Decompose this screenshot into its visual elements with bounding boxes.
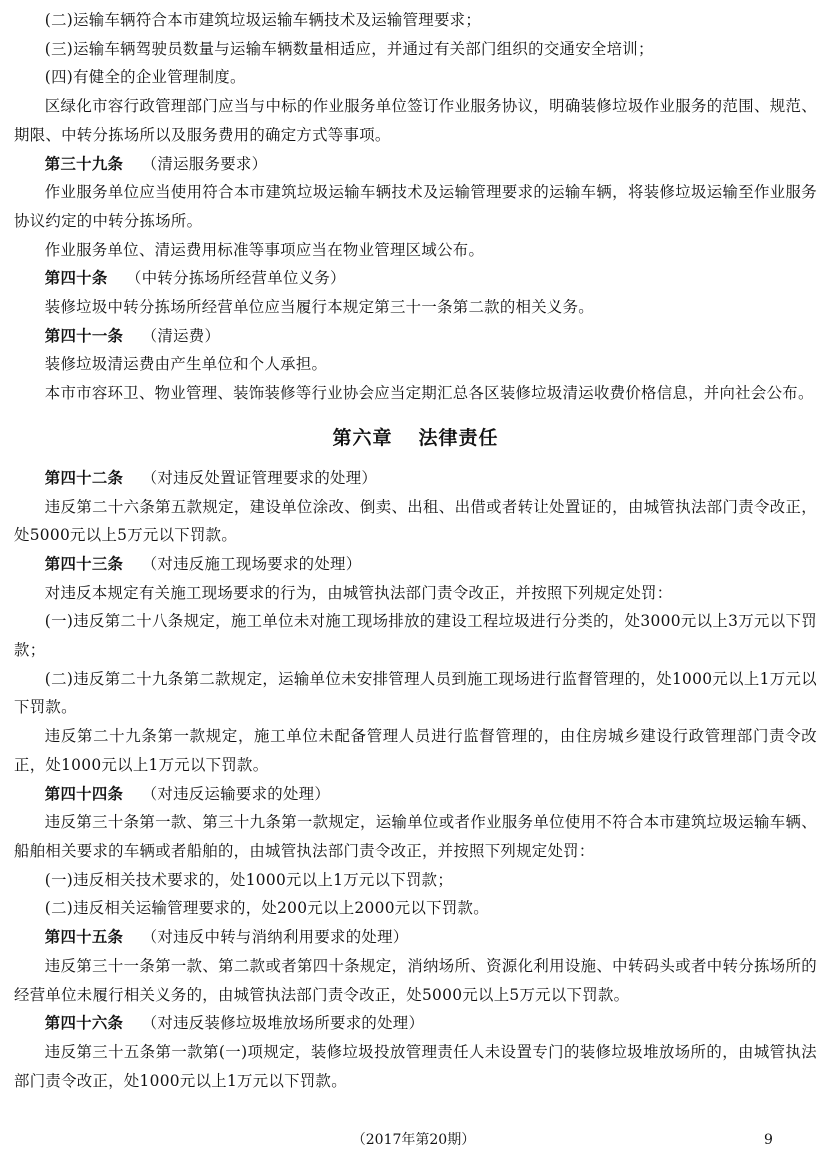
- article-number: 第四十二条: [44, 468, 124, 487]
- article-heading: [14, 322, 817, 351]
- page-footer: [0, 1128, 827, 1152]
- issue-label: （2017年第20期）: [351, 1132, 476, 1148]
- article-number: 第四十三条: [44, 554, 124, 573]
- article-title: （对违反运输要求的处理）: [141, 784, 331, 803]
- paragraph: 对违反本规定有关施工现场要求的行为，由城管执法部门责令改正，并按照下列规定处罚：: [44, 583, 673, 602]
- article-heading: [14, 780, 817, 809]
- article-heading: [14, 264, 817, 293]
- paragraph: (二)运输车辆符合本市建筑垃圾运输车辆技术及运输管理要求；: [44, 11, 482, 29]
- paragraph: (四)有健全的企业管理制度。: [44, 68, 246, 87]
- paragraph: 装修垃圾中转分拣场所经营单位应当履行本规定第三十一条第二款的相关义务。: [44, 298, 594, 317]
- page-number: 9: [764, 1132, 773, 1148]
- article-heading: [14, 1009, 817, 1038]
- paragraph: 违反第二十六条第五款规定，建设单位涂改、倒卖、出租、出借或者转让处置证的，由城管执法部门责令改正，处5000元以上5万元以下罚款。: [14, 497, 817, 545]
- article-title: （中转分拣场所经营单位义务）: [126, 269, 346, 288]
- article-number: 第三十九条: [44, 154, 124, 173]
- paragraph: (一)违反第二十八条规定，施工单位未对施工现场排放的建设工程垃圾进行分类的，处3000元以上3万元以下罚款；: [14, 612, 817, 660]
- chapter-title: 法律责任: [418, 426, 499, 449]
- article-title: （对违反处置证管理要求的处理）: [141, 468, 378, 487]
- document-body: [14, 6, 817, 1095]
- paragraph: 区绿化市容行政管理部门应当与中标的作业服务单位签订作业服务协议，明确装修垃圾作业服务的范围、规范、期限、中转分拣场所以及服务费用的确定方式等事项。: [14, 97, 817, 144]
- article-title: （对违反装修垃圾堆放场所要求的处理）: [141, 1014, 425, 1033]
- chapter-number: 第六章: [332, 426, 393, 449]
- article-title: （对违反中转与消纳利用要求的处理）: [141, 928, 409, 947]
- paragraph: 违反第三十五条第一款第(一)项规定，装修垃圾投放管理责任人未设置专门的装修垃圾堆放场所的，由城管执法部门责令改正，处1000元以上1万元以下罚款。: [14, 1042, 817, 1090]
- article-number: 第四十四条: [44, 784, 124, 803]
- article-title: （清运服务要求）: [141, 154, 268, 173]
- article-title: （对违反施工现场要求的处理）: [141, 554, 362, 573]
- paragraph: 作业服务单位应当使用符合本市建筑垃圾运输车辆技术及运输管理要求的运输车辆，将装修垃圾运输至作业服务协议约定的中转分拣场所。: [14, 183, 817, 230]
- article-heading: [14, 464, 817, 493]
- article-number: 第四十条: [44, 269, 108, 288]
- paragraph: 违反第二十九条第一款规定，施工单位未配备管理人员进行监督管理的，由住房城乡建设行政管理部门责令改正，处1000元以上1万元以下罚款。: [14, 727, 817, 774]
- article-heading: [14, 923, 817, 952]
- article-number: 第四十五条: [44, 928, 124, 947]
- article-title: （清运费）: [141, 326, 221, 345]
- article-number: 第四十六条: [44, 1014, 124, 1033]
- paragraph: (二)违反相关运输管理要求的，处200元以上2000元以下罚款。: [44, 899, 489, 918]
- paragraph: 作业服务单位、清运费用标准等事项应当在物业管理区域公布。: [44, 240, 485, 259]
- paragraph: 违反第三十条第一款、第三十九条第一款规定，运输单位或者作业服务单位使用不符合本市建筑垃圾运输车辆、船舶相关要求的车辆或者船舶的，由城管执法部门责令改正，并按照下列规定处罚：: [14, 813, 817, 860]
- article-heading: [14, 150, 817, 179]
- paragraph: (三)运输车辆驾驶员数量与运输车辆数量相适应，并通过有关部门组织的交通安全培训；: [44, 39, 654, 58]
- article-number: 第四十一条: [44, 326, 124, 345]
- paragraph: 装修垃圾清运费由产生单位和个人承担。: [44, 355, 328, 374]
- chapter-heading: [14, 412, 817, 464]
- paragraph: 本市市容环卫、物业管理、装饰装修等行业协会应当定期汇总各区装修垃圾清运收费价格信息，并向社会公布。: [44, 384, 814, 403]
- paragraph: 违反第三十一条第一款、第二款或者第四十条规定，消纳场所、资源化利用设施、中转码头或者中转分拣场所的经营单位未履行相关义务的，由城管执法部门责令改正，处5000元以上5万元以下罚款。: [14, 956, 817, 1004]
- article-heading: [14, 550, 817, 579]
- paragraph: (二)违反第二十九条第二款规定，运输单位未安排管理人员到施工现场进行监督管理的，处1000元以上1万元以下罚款。: [14, 669, 817, 717]
- paragraph: (一)违反相关技术要求的，处1000元以上1万元以下罚款；: [44, 870, 454, 889]
